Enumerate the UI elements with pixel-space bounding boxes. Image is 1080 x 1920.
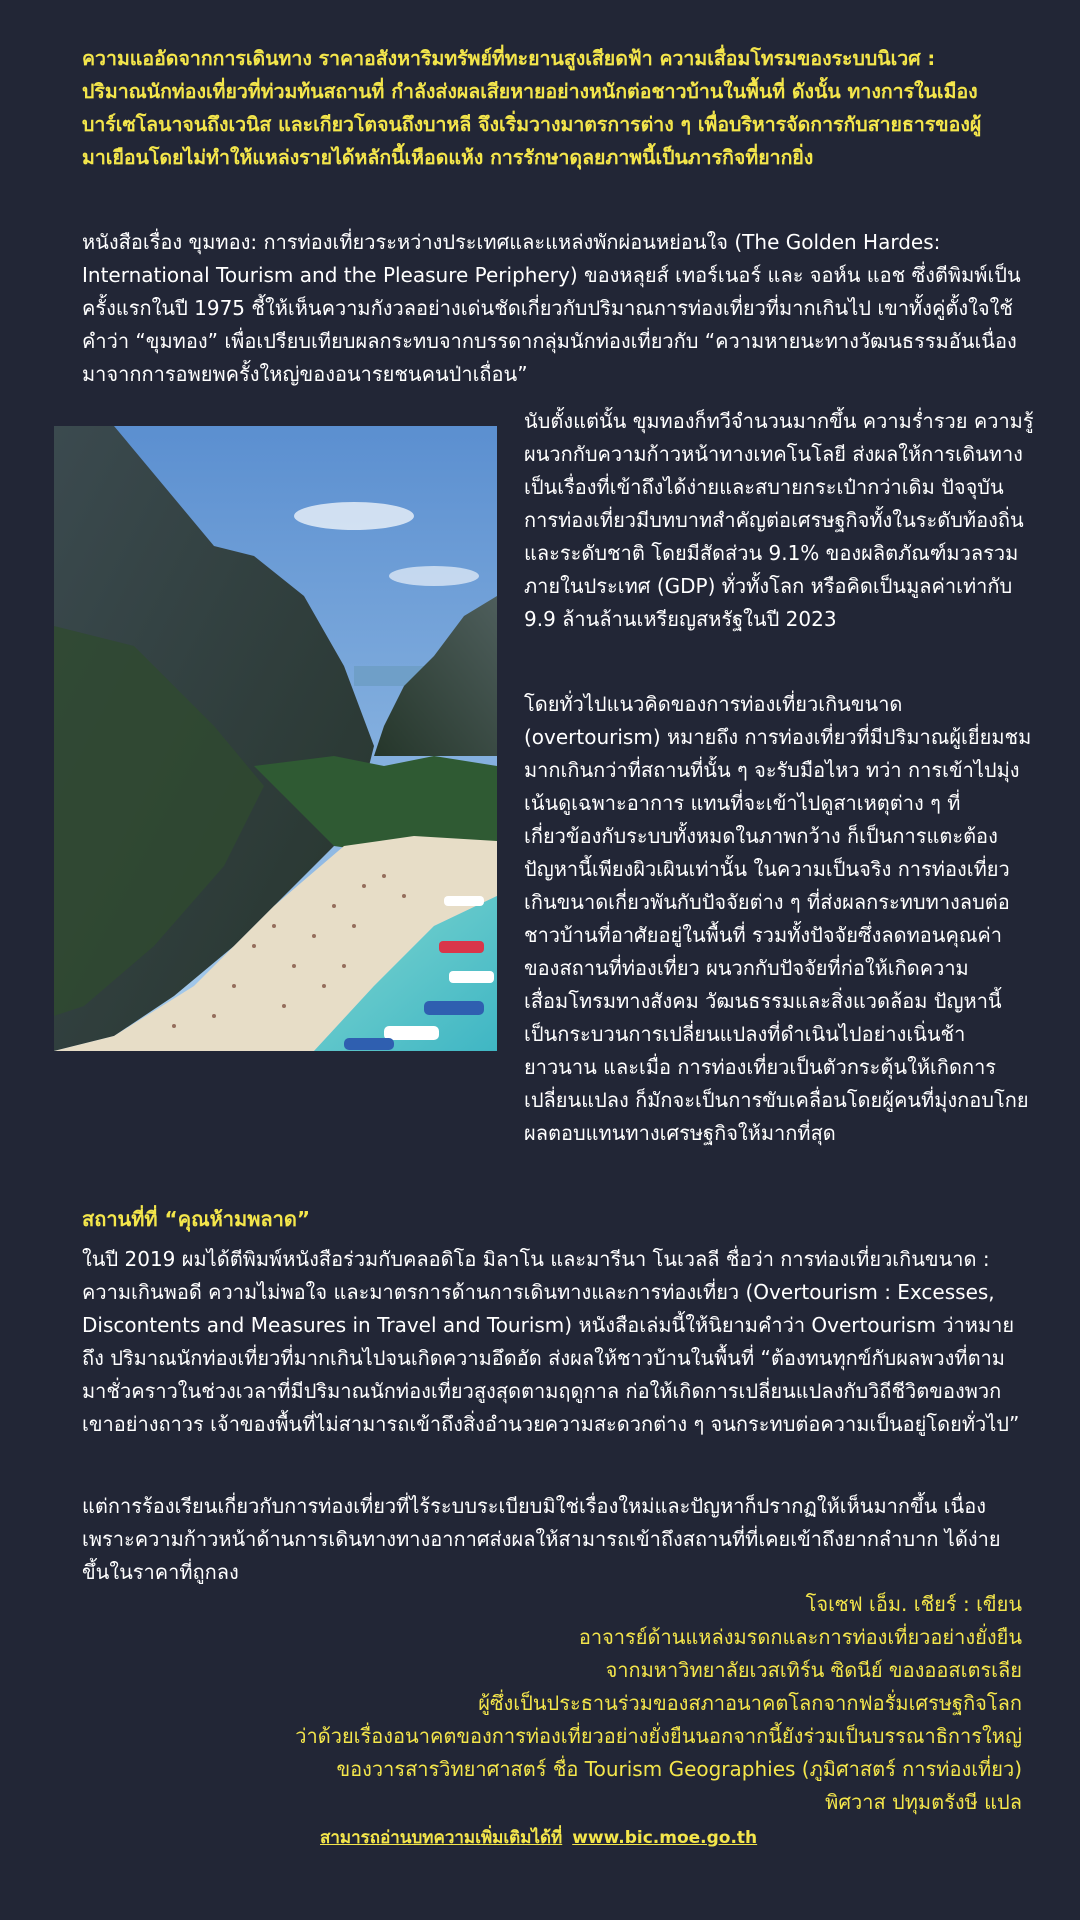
paragraph-overtourism-definition: โดยทั่วไปแนวคิดของการท่องเที่ยวเกินขนาด (overtourism) หมายถึง การท่องเที่ยวที่มีปริมาณผู้เยี่ยมชมมากเกินกว่าที่สถานที่นั้น ๆ จะรับมือไหว ทว่า การเข้าไปมุ่งเน้นดูเฉพาะอาการ แทนที่จะเข้าไปดูสาเหตุต่าง ๆ ที่เกี่ยวข้องกับระบบทั้งหมดในภาพกว้าง ก็เป็นการแตะต้องปัญหานี้เพียงผิวเผินเท่านั้น ในความเป็นจริง การท่องเที่ยวเกินขนาดเกี่ยวพันกับปัจจัยต่าง ๆ ที่ส่งผลกระทบทางลบต่อชาวบ้านที่อาศัยอยู่ในพื้นที่ รวมทั้งปัจจัยซึ่งลดทอนคุณค่าของสถานที่ท่องเที่ยว ผนวกกับปัจจัยที่ก่อให้เกิดความเสื่อมโทรมทางสังคม วัฒนธรรมและสิ่งแวดล้อม ปัญหานี้เป็นกระบวนการเปลี่ยนแปลงที่ดำเนินไปอย่างเนิ่นช้ายาวนาน และเมื่อ การท่องเที่ยวเป็นตัวกระตุ้นให้เกิดการเปลี่ยนแปลง ก็มักจะเป็นการขับเคลื่อนโดยผู้คนที่มุ่งกอบโกยผลตอบแทนทางเศรษฐกิจให้มากที่สุด — [524, 692, 1032, 1145]
paragraph-growth: นับตั้งแต่นั้น ขุมทองก็ทวีจำนวนมากขึ้น ความร่ำรวย ความรู้ ผนวกกับความก้าวหน้าทางเทคโนโลยี ส่งผลให้การเดินทางเป็นเรื่องที่เข้าถึงได้ง่ายและสบายกระเป๋ากว่าเดิม ปัจจุบัน การท่องเที่ยวมีบทบาทสำคัญต่อเศรษฐกิจทั้งในระดับท้องถิ่น และระดับชาติ โดยมีสัดส่วน 9.1% ของผลิตภัณฑ์มวลรวมภายในประเทศ (GDP) ทั่วทั้งโลก หรือคิดเป็นมูลค่าเท่ากับ 9.9 ล้านล้านเหรียญสหรัฐในปี 2023 — [524, 409, 1034, 631]
read-more-link[interactable] — [320, 1824, 767, 1852]
read-more-label: สามารถอ่านบทความเพิ่มเติมได้ที่ — [320, 1828, 563, 1848]
credit-line: ว่าด้วยเรื่องอนาคตของการท่องเที่ยวอย่างยั่งยืนนอกจากนี้ยังร่วมเป็นบรรณาธิการใหญ่ — [295, 1724, 1022, 1748]
credit-line: โจเซฟ เอ็ม. เชียร์ : เขียน — [805, 1592, 1022, 1616]
beach-photo — [54, 426, 497, 1051]
section-subheading: สถานที่ที่ “คุณห้ามพลาด” — [82, 1207, 311, 1231]
read-more-url[interactable]: www.bic.moe.go.th — [572, 1828, 758, 1848]
credit-line: ผู้ซึ่งเป็นประธานร่วมของสภาอนาคตโลกจากฟอรั่มเศรษฐกิจโลก — [478, 1691, 1022, 1715]
paragraph-book-2019: ในปี 2019 ผมได้ตีพิมพ์หนังสือร่วมกับคลอดิโอ มิลาโน และมารีนา โนเวลลี ชื่อว่า การท่องเที่ยวเกินขนาด : ความเกินพอดี ความไม่พอใจ และมาตรการด้านการเดินทางและการท่องเที่ยว (Overtourism : Excesses, Discontents and Measures in Travel and Tourism) หนังสือเล่มนี้ให้นิยามคำว่า Overtourism ว่าหมายถึง ปริมาณนักท่องเที่ยวที่มากเกินไปจนเกิดความอึดอัด ส่งผลให้ชาวบ้านในพื้นที่ “ต้องทนทุกข์กับผลพวงที่ตามมาชั่วคราวในช่วงเวลาที่มีปริมาณนักท่องเที่ยวสูงสุดตามฤดูกาล ก่อให้เกิดการเปลี่ยนแปลงกับวิถีชีวิตของพวกเขาอย่างถาวร เจ้าของพื้นที่ไม่สามารถเข้าถึงสิ่งอำนวยความสะดวกต่าง ๆ จนกระทบต่อความเป็นอยู่โดยทั่วไป” — [82, 1247, 1020, 1436]
paragraph-golden-hordes: หนังสือเรื่อง ขุมทอง: การท่องเที่ยวระหว่างประเทศและแหล่งพักผ่อนหย่อนใจ (The Golden Hardes: International Tourism and the Pleasure Periphery) ของหลุยส์ เทอร์เนอร์ และ จอห์น แอช ซึ่งตีพิมพ์เป็นครั้งแรกในปี 1975 ชี้ให้เห็นความกังวลอย่างเด่นชัดเกี่ยวกับปริมาณการท่องเที่ยวที่มากเกินไป เขาทั้งคู่ตั้งใจใช้คำว่า “ขุมทอง” เพื่อเปรียบเทียบผลกระทบจากบรรดากลุ่มนักท่องเที่ยวกับ “ความหายนะทางวัฒนธรรมอันเนื่องมาจากการอพยพครั้งใหญ่ของอนารยชนคนป่าเถื่อน” — [82, 230, 1021, 386]
credit-line: ของวารสารวิทยาศาสตร์ ชื่อ Tourism Geographies (ภูมิศาสตร์ การท่องเที่ยว) — [336, 1757, 1022, 1781]
credit-line: อาจารย์ด้านแหล่งมรดกและการท่องเที่ยวอย่างยั่งยืน — [578, 1625, 1022, 1649]
credit-line: พิศวาส ปทุมตรังษี แปล — [825, 1790, 1022, 1814]
author-credits — [122, 1588, 1022, 1819]
paragraph-complaints: แต่การร้องเรียนเกี่ยวกับการท่องเที่ยวที่ไร้ระบบระเบียบมิใช่เรื่องใหม่และปัญหาก็ปรากฏให้เห็นมากขึ้น เนื่องเพราะความก้าวหน้าด้านการเดินทางทางอากาศส่งผลให้สามารถเข้าถึงสถานที่ที่เคยเข้าถึงยากลำบาก ได้ง่ายขึ้นในราคาที่ถูกลง — [82, 1494, 1001, 1584]
intro-highlight: ความแออัดจากการเดินทาง ราคาอสังหาริมทรัพย์ที่ทะยานสูงเสียดฟ้า ความเสื่อมโทรมของระบบนิเวศ : ปริมาณนักท่องเที่ยวที่ท่วมท้นสถานที่ กำลังส่งผลเสียหายอย่างหนักต่อชาวบ้านในพื้นที่ ดังนั้น ทางการในเมืองบาร์เซโลนาจนถึงเวนิส และเกียวโตจนถึงบาหลี จึงเริ่มวางมาตรการต่าง ๆ เพื่อบริหารจัดการกับสายธารของผู้มาเยือนโดยไม่ทำให้แหล่งรายได้หลักนี้เหือดแห้ง การรักษาดุลยภาพนี้เป็นภารกิจที่ยากยิ่ง — [82, 47, 982, 169]
credit-line: จากมหาวิทยาลัยเวสเทิร์น ซิดนีย์ ของออสเตรเลีย — [605, 1658, 1022, 1682]
